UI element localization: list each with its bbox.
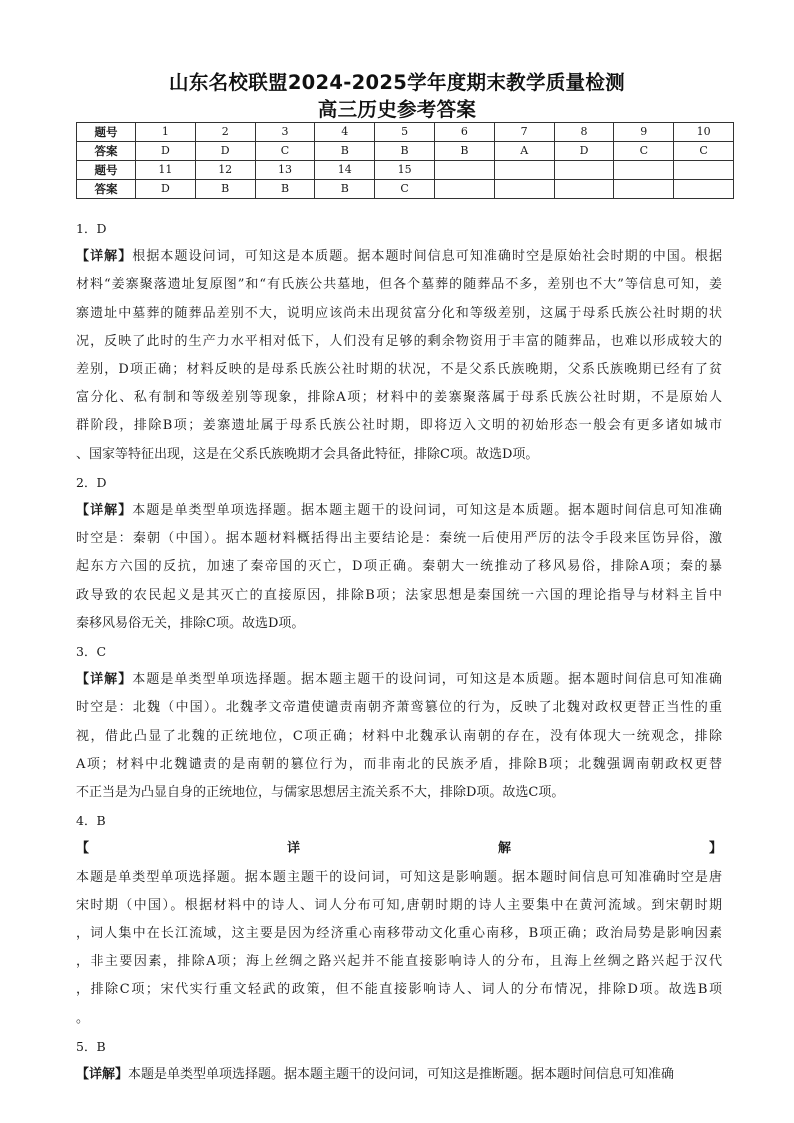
question-answer-heading: 3．C xyxy=(76,644,107,660)
detail-tag: 【详解】 xyxy=(76,841,722,857)
explanation-line: A项；材料中北魏谴责的是南朝的篡位行为，而非南北的民族矛盾，排除B项；北魏强调南朝政权更替 xyxy=(76,756,722,772)
question-number-cell: 10 xyxy=(674,123,734,142)
empty-cell xyxy=(614,180,674,199)
answer-table-row-answers-2 xyxy=(77,180,734,199)
explanation-line: 富分化、私有制和等级差别等现象，排除A项；材料中的姜寨聚落属于母系氏族公社时期，不是原始人 xyxy=(76,390,722,406)
empty-cell xyxy=(494,161,554,180)
explanation-line: 时空是：秦朝（中国）。据本题材料概括得出主要结论是：秦统一后使用严厉的法令手段来匡饬异俗，激 xyxy=(76,531,722,547)
question-answer-heading: 2．D xyxy=(76,474,107,490)
explanation-line: 【详解】本题是单类型单项选择题。据本题主题干的设问词，可知这是推断题。据本题时间信息可知准确 xyxy=(76,1067,675,1083)
answer-cell: C xyxy=(255,142,315,161)
question-number-cell: 14 xyxy=(315,161,375,180)
explanation-line: 宋时期（中国）。根据材料中的诗人、词人分布可知,唐朝时期的诗人主要集中在黄河流域。到宋朝时期 xyxy=(76,897,722,913)
empty-cell xyxy=(614,161,674,180)
detail-tag: 【详解】 xyxy=(76,503,133,519)
explanation-line: ，排除C项；宋代实行重文轻武的政策，但不能直接影响诗人、词人的分布情况，排除D项。故选B项 xyxy=(76,982,722,998)
explanation-line: 起东方六国的反抗，加速了秦帝国的灭亡，D项正确。秦朝大一统推动了移风易俗，排除A项；秦的暴 xyxy=(76,559,722,575)
empty-cell xyxy=(434,180,494,199)
explanation-line: 不正当是为凸显自身的正统地位，与儒家思想居主流关系不大，排除D项。故选C项。 xyxy=(76,785,565,801)
answer-cell: D xyxy=(136,180,196,199)
answer-cell: B xyxy=(315,142,375,161)
empty-cell xyxy=(674,161,734,180)
question-answer-heading: 1．D xyxy=(76,221,107,236)
explanation-line xyxy=(76,835,722,863)
detail-tag: 【详解】 xyxy=(76,672,133,688)
explanation-line: 况，反映了此时的生产力水平相对低下，人们没有足够的剩余物资用于丰富的随葬品，也难以形成较大的 xyxy=(76,333,722,349)
question-number-cell: 5 xyxy=(375,123,435,142)
explanation-line: 本题是单类型单项选择题。据本题主题干的设问词，可知这是影响题。据本题时间信息可知准确时空是唐 xyxy=(76,869,722,885)
question-answer-heading: 5．B xyxy=(76,1038,106,1054)
question-number-cell: 11 xyxy=(136,161,196,180)
question-number-cell: 8 xyxy=(554,123,614,142)
answer-cell: C xyxy=(375,180,435,199)
detail-tag: 【详解】 xyxy=(76,249,133,265)
question-number-cell: 12 xyxy=(195,161,255,180)
answer-table xyxy=(76,122,734,199)
explanation-line: 群阶段，排除B项；姜寨遗址属于母系氏族公社时期，即将迈入文明的初始形态一般会有更多诸如城市 xyxy=(76,418,722,434)
answer-cell: D xyxy=(554,142,614,161)
empty-cell xyxy=(554,161,614,180)
row-label-question-number: 题号 xyxy=(77,123,136,142)
question-number-cell: 6 xyxy=(434,123,494,142)
empty-cell xyxy=(434,161,494,180)
answer-explanation-item xyxy=(76,638,722,807)
answer-cell: B xyxy=(434,142,494,161)
answer-cell: D xyxy=(136,142,196,161)
explanation-line: 时空是：北魏（中国）。北魏孝文帝遣使谴责南朝齐萧鸾篡位的行为，反映了北魏对政权更替正当性的重 xyxy=(76,700,722,716)
explanation-line: 【详解】本题是单类型单项选择题。据本题主题干的设问词，可知这是本质题。据本题时间信息可知准确 xyxy=(76,503,722,519)
row-label-question-number: 题号 xyxy=(77,161,136,180)
answer-table-row-answers-1 xyxy=(77,142,734,161)
row-label-answer: 答案 xyxy=(77,142,136,161)
empty-cell xyxy=(494,180,554,199)
explanation-line: ，词人集中在长江流域，这主要是因为经济重心南移带动文化重心南移，B项正确；政治局势是影响因素 xyxy=(76,926,722,942)
question-number-cell: 2 xyxy=(195,123,255,142)
explanation-line: 【详解】本题是单类型单项选择题。据本题主题干的设问词，可知这是本质题。据本题时间信息可知准确 xyxy=(76,672,722,688)
explanation-line: 秦移风易俗无关，排除C项。故选D项。 xyxy=(76,615,305,631)
answer-cell: B xyxy=(255,180,315,199)
answer-explanation-item xyxy=(76,807,722,1033)
answer-cell: D xyxy=(195,142,255,161)
question-answer-heading: 4．B xyxy=(76,813,106,829)
answer-cell: C xyxy=(674,142,734,161)
answer-explanation-item xyxy=(76,1033,722,1089)
answer-cell: B xyxy=(315,180,375,199)
answer-table-row-numbers-1 xyxy=(77,123,734,142)
explanation-line: 。 xyxy=(76,1010,90,1026)
explanations-section xyxy=(76,215,722,1089)
row-label-answer: 答案 xyxy=(77,180,136,199)
question-number-cell: 15 xyxy=(375,161,435,180)
explanation-line: 寨遗址中墓葬的随葬品差别不大，说明应该尚未出现贫富分化和等级差别，这属于母系氏族公社时期的状 xyxy=(76,305,722,321)
answer-cell: C xyxy=(614,142,674,161)
answer-cell: A xyxy=(494,142,554,161)
question-number-cell: 1 xyxy=(136,123,196,142)
explanation-line: 差别，D项正确；材料反映的是母系氏族公社时期的状况，不是父系氏族晚期，父系氏族晚期已经有了贫 xyxy=(76,362,722,378)
explanation-line: ，非主要因素，排除A项；海上丝绸之路兴起并不能直接影响诗人的分布，且海上丝绸之路兴起于汉代 xyxy=(76,954,722,970)
question-number-cell: 3 xyxy=(255,123,315,142)
explanation-line: 政导致的农民起义是其灭亡的直接原因，排除B项；法家思想是秦国统一六国的理论指导与材料主旨中 xyxy=(76,587,722,603)
answer-explanation-item xyxy=(76,469,722,638)
question-number-cell: 7 xyxy=(494,123,554,142)
explanation-line: 材料“姜寨聚落遗址复原图”和“有氏族公共墓地，但各个墓葬的随葬品不多，差别也不大”等信息可知，姜 xyxy=(76,277,722,293)
answer-explanation-item xyxy=(76,215,722,469)
question-number-cell: 9 xyxy=(614,123,674,142)
question-number-cell: 4 xyxy=(315,123,375,142)
document-subtitle: 高三历史参考答案 xyxy=(317,98,477,121)
answer-cell: B xyxy=(195,180,255,199)
explanation-line: 【详解】根据本题设问词，可知这是本质题。据本题时间信息可知准确时空是原始社会时期的中国。根据 xyxy=(76,249,722,265)
empty-cell xyxy=(554,180,614,199)
explanation-line: 视，借此凸显了北魏的正统地位，C项正确；材料中北魏承认南朝的存在，没有体现大一统观念，排除 xyxy=(76,728,722,744)
question-number-cell: 13 xyxy=(255,161,315,180)
document-title: 山东名校联盟2024-2025学年度期末教学质量检测 xyxy=(169,71,625,94)
answer-cell: B xyxy=(375,142,435,161)
detail-tag: 【详解】 xyxy=(76,1067,129,1083)
answer-table-row-numbers-2 xyxy=(77,161,734,180)
empty-cell xyxy=(674,180,734,199)
explanation-line: 、国家等特征出现，这是在父系氏族晚期才会具备此特征，排除C项。故选D项。 xyxy=(76,446,539,462)
